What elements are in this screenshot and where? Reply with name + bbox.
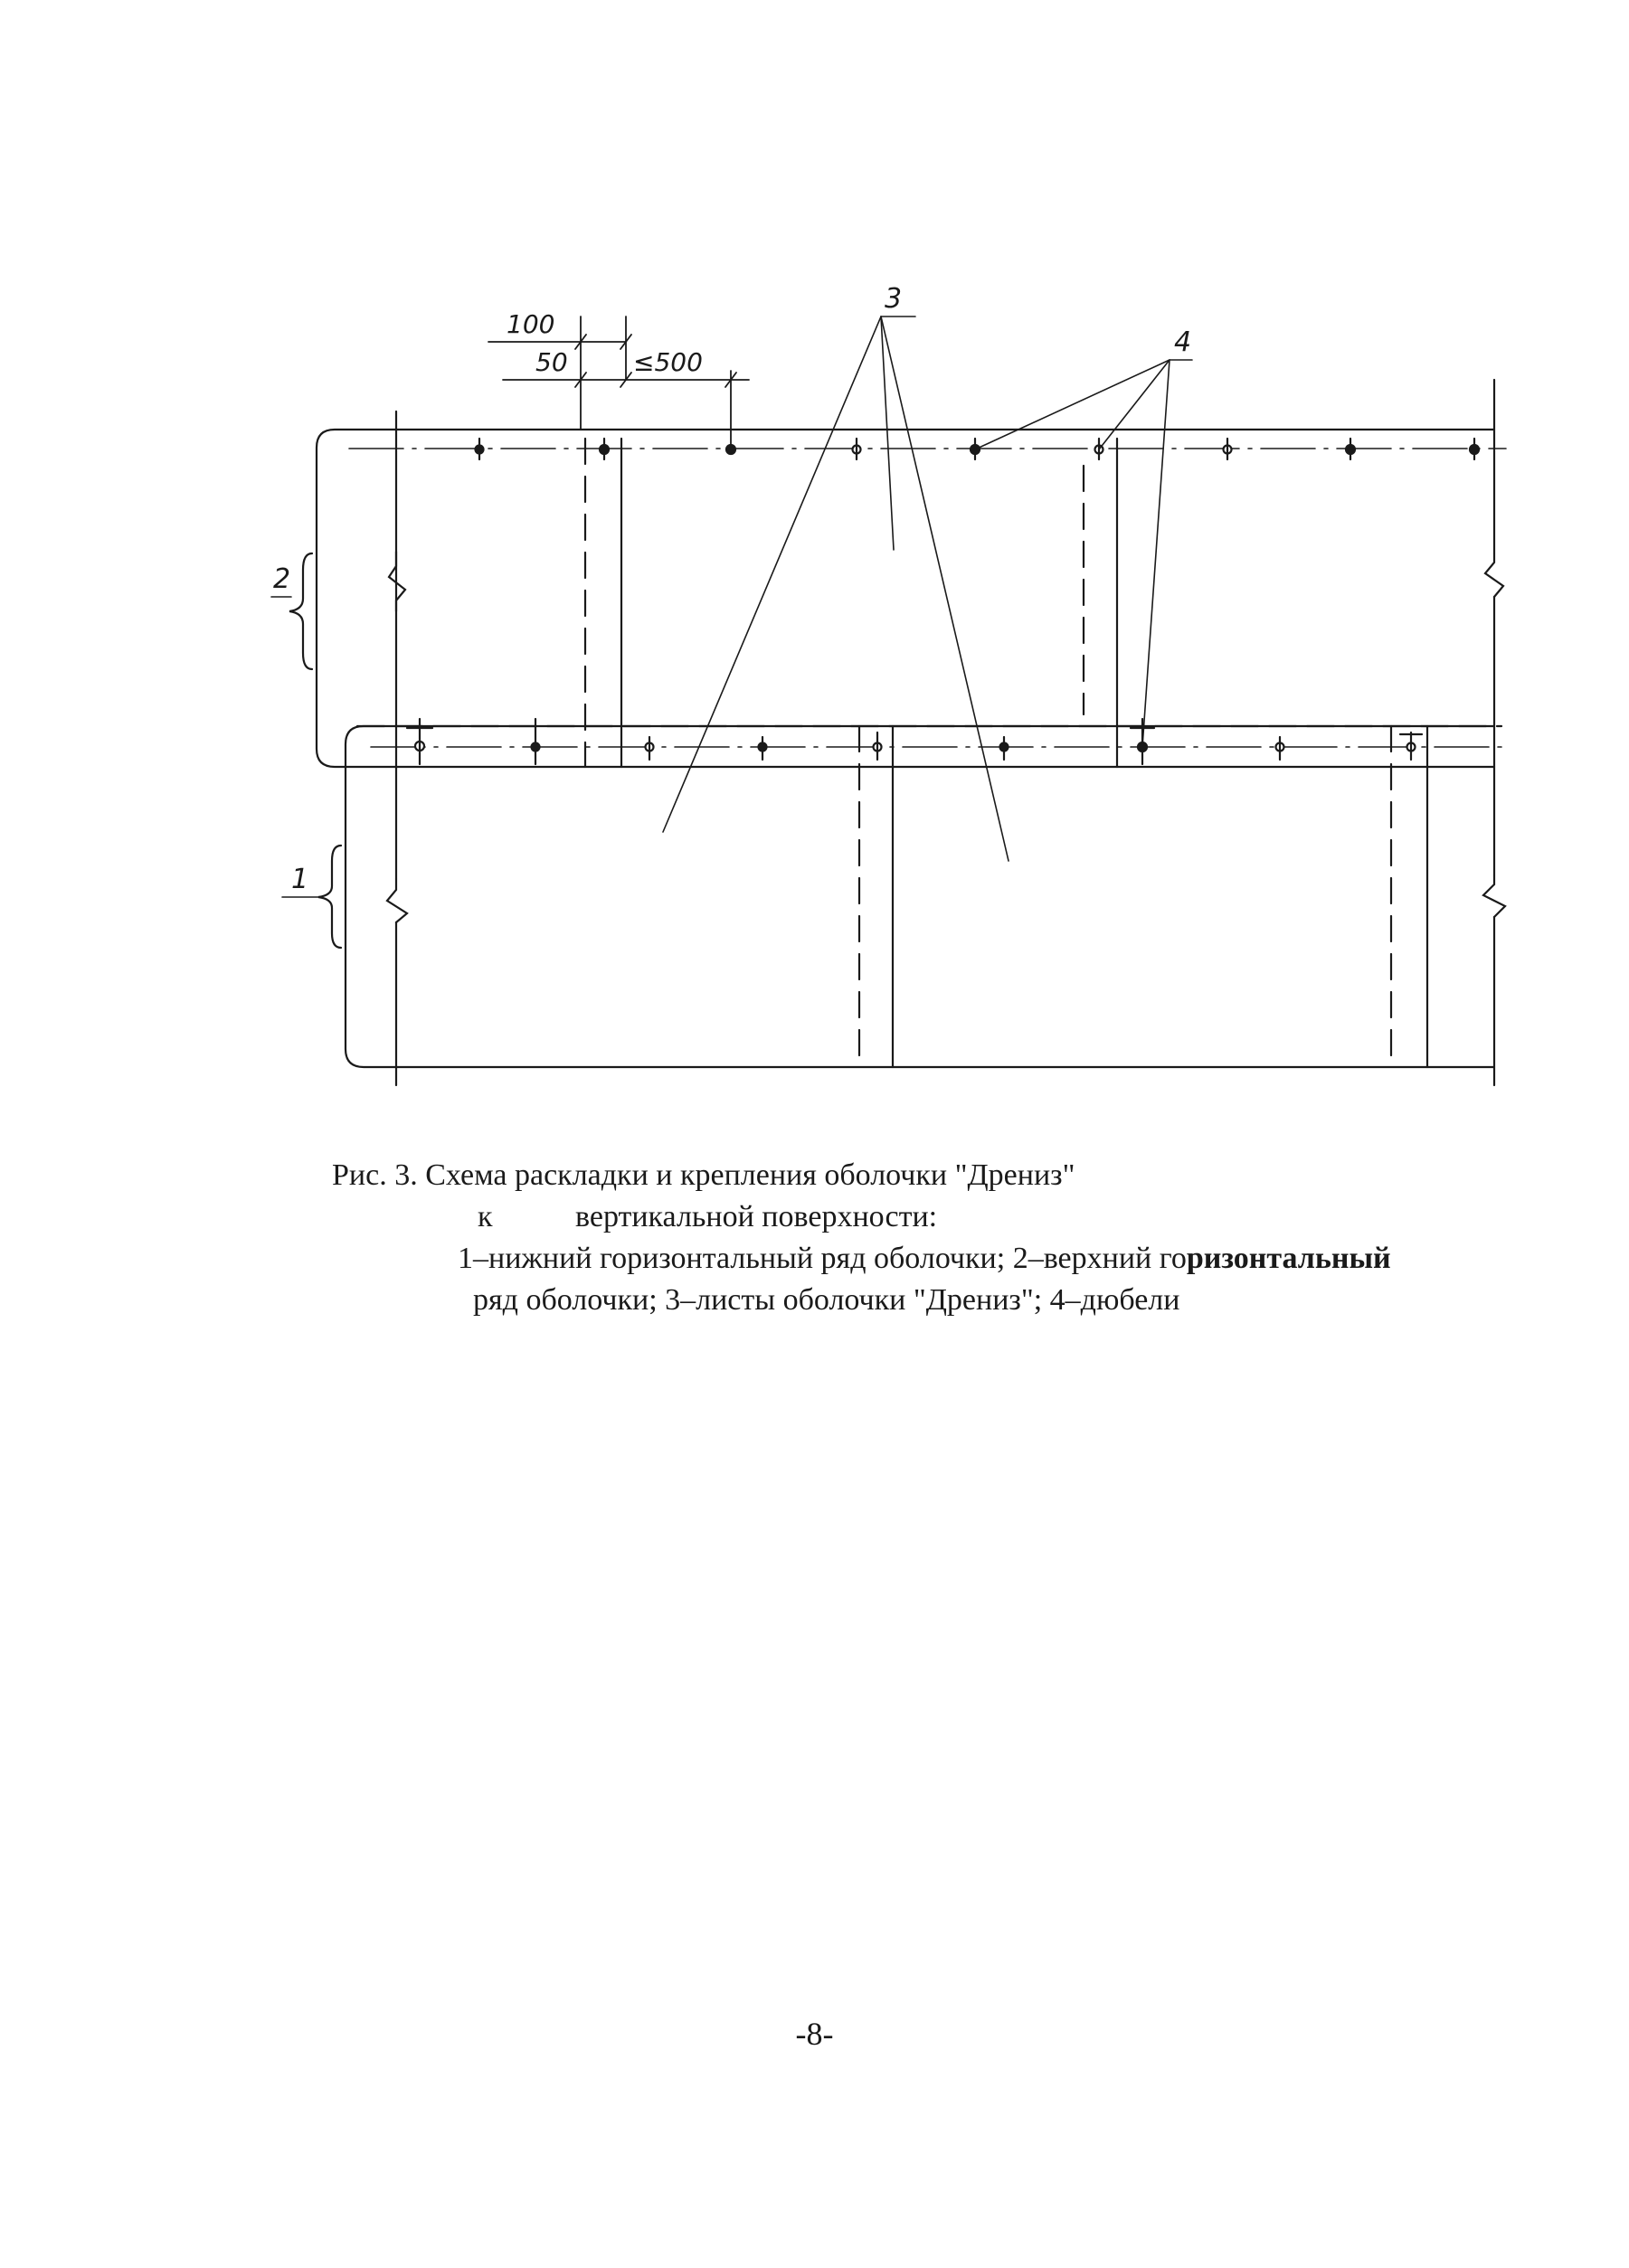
legend-text: 1–нижний горизонтальный ряд оболочки; 2–верхний го [458,1242,1187,1275]
brace-lower-row [318,846,341,948]
legend-text-bold: ризонтальный [1186,1242,1391,1275]
dimension-50: 50 [535,347,568,377]
brace-upper-row [289,553,312,669]
figure-caption-line2: вертикальной поверхности: [575,1200,938,1233]
page-number: -8- [795,2016,834,2052]
layout-scheme-drawing [0,0,1629,1130]
callout-1: 1 [291,864,309,895]
figure-caption-k: к [478,1200,493,1233]
break-mark [1483,875,1505,917]
callout-3: 3 [885,283,903,315]
lower-row-sheet [346,726,1494,1067]
figure-caption-legend-line1 [458,1238,1391,1280]
leader-lines-3 [663,317,1009,861]
callout-4: 4 [1174,326,1192,358]
break-mark [387,879,407,922]
dimension-500: ≤500 [633,347,703,377]
break-mark [1485,553,1503,597]
dowel-points-upper [476,445,1480,454]
upper-row-sheet [317,430,1494,767]
dimension-100: 100 [507,309,555,339]
figure-caption-title: Рис. 3. Схема раскладки и крепления оболочки "Дрениз" [332,1158,1075,1192]
figure-caption-legend-line2: ряд оболочки; 3–листы оболочки "Дрениз"; 4–дюбели [473,1283,1180,1317]
callout-2: 2 [273,563,291,595]
